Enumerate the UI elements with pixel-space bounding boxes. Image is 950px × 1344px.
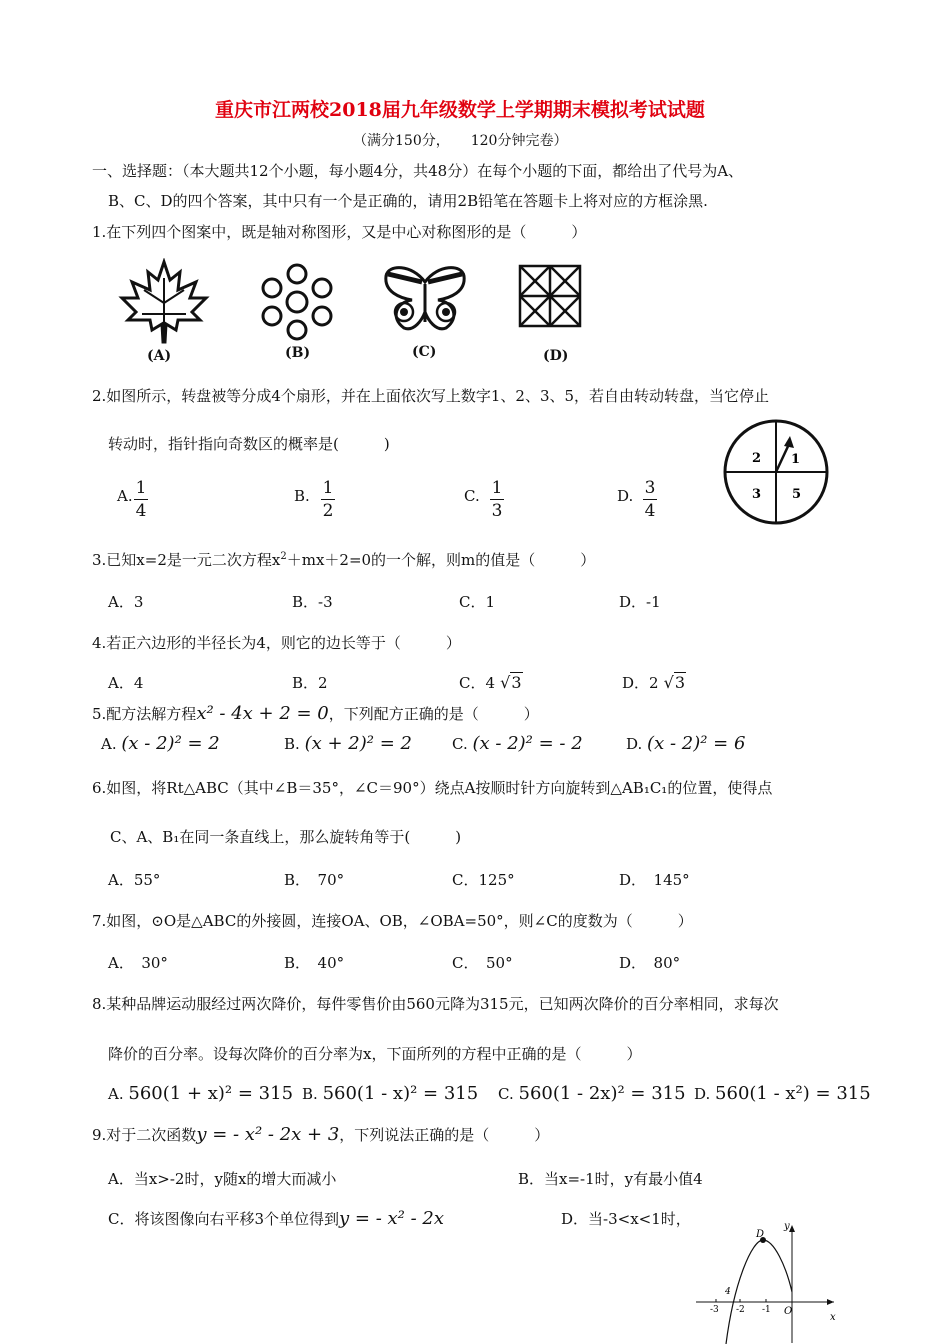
graph-tick-minus3: -3 [710, 1305, 719, 1315]
q8-option-d: D. 560(1 - x²) = 315 [694, 1083, 871, 1104]
graph-tick-minus2: -2 [736, 1305, 745, 1315]
q2-option-d-fraction: 3 4 [644, 478, 656, 521]
page-title: 重庆市江两校2018届九年级数学上学期期末模拟考试试题 [215, 99, 705, 121]
snowflake-figure [255, 262, 339, 342]
q8-option-a: A. 560(1 + x)² = 315 [108, 1083, 294, 1104]
graph-x-label: x [830, 1312, 836, 1323]
q3-option-d: D．-1 [619, 593, 661, 611]
q2-option-b-fraction: 1 2 [322, 478, 334, 521]
pinwheel-figure [516, 262, 586, 332]
page-subtitle: （满分150分， 120分钟完卷） [353, 133, 568, 149]
q4-option-b: B．2 [292, 674, 328, 692]
q2-option-c-fraction: 1 3 [491, 478, 503, 521]
q2-option-a-label: A. [117, 487, 133, 505]
q4-option-c: C．4 √3 [459, 673, 522, 692]
q8-option-c: C. 560(1 - 2x)² = 315 [498, 1083, 686, 1104]
section-instruction-line1: 一、选择题：（本大题共12个小题，每小题4分，共48分）在每个小题的下面，都给出了代号为A、 [92, 162, 744, 180]
graph-y-label: y [784, 1222, 790, 1232]
question-8-line1: 8.某种品牌运动服经过两次降价，每件零售价由560元降为315元，已知两次降价的百分率相同，求每次 [92, 995, 779, 1013]
q9-option-c: C．将该图像向右平移3个单位得到y = - x² - 2x [108, 1208, 445, 1229]
spinner-number-1: 1 [791, 452, 801, 467]
figure-label-b: (B) [285, 345, 311, 361]
butterfly-figure [382, 262, 468, 334]
question-1-text: 1.在下列四个图案中，既是轴对称图形，又是中心对称图形的是（ ） [92, 223, 587, 241]
q6-option-d: D． 145° [619, 871, 690, 889]
q2-option-b-label: B. [294, 487, 310, 505]
spinner-number-3: 3 [752, 487, 762, 502]
q5-option-b: B. (x + 2)² = 2 [284, 733, 412, 754]
figure-label-c: (C) [412, 344, 437, 360]
figure-label-a: (A) [147, 348, 172, 364]
question-9-text: 9.对于二次函数y = - x² - 2x + 3，下列说法正确的是（ ） [92, 1124, 550, 1145]
question-6-line2: C、A、B₁在同一条直线上，那么旋转角等于( ) [110, 828, 462, 846]
parabola-graph [696, 1222, 840, 1344]
q9-option-a: A．当x>-2时，y随x的增大而减小 [108, 1170, 337, 1188]
section-instruction-line2: B、C、D的四个答案，其中只有一个是正确的，请用2B铅笔在答题卡上将对应的方框涂黑. [108, 192, 708, 210]
q2-option-a-fraction: 1 4 [135, 478, 147, 521]
q4-option-d: D．2 √3 [622, 673, 686, 692]
question-3-text: 3.已知x=2是一元二次方程$x^2+mx+2=0$的一个解，则m的值是（ ） [92, 551, 596, 569]
q2-option-c-label: C. [464, 487, 480, 505]
q6-option-a: A．55° [108, 871, 161, 889]
question-5-text: 5.配方法解方程x² - 4x + 2 = 0，下列配方正确的是（ ） [92, 703, 539, 724]
graph-four-label: 4 [725, 1287, 731, 1297]
q6-option-c: C．125° [452, 871, 515, 889]
question-2-line2: 转动时，指针指向奇数区的概率是( ) [108, 435, 390, 453]
q8-option-b: B. 560(1 - x)² = 315 [302, 1083, 479, 1104]
q7-option-b: B． 40° [284, 954, 345, 972]
q7-option-c: C． 50° [452, 954, 513, 972]
question-4-text: 4.若正六边形的半径长为4，则它的边长等于（ ） [92, 634, 461, 652]
q3-option-b: B．-3 [292, 593, 333, 611]
question-7-text: 7.如图，⊙O是△ABC的外接圆，连接OA、OB，∠OBA=50°，则∠C的度数为（ ） [92, 912, 693, 930]
q2-option-d-label: D. [617, 487, 634, 505]
q4-option-a: A．4 [108, 674, 144, 692]
q7-option-d: D． 80° [619, 954, 681, 972]
q5-option-d: D. (x - 2)² = 6 [626, 733, 746, 754]
q7-option-a: A． 30° [108, 954, 168, 972]
spinner-figure [722, 418, 830, 526]
graph-point-label: D [756, 1229, 765, 1240]
q5-option-a: A. (x - 2)² = 2 [101, 733, 220, 754]
question-8-line2: 降价的百分率。设每次降价的百分率为x，下面所列的方程中正确的是（ ） [108, 1045, 642, 1063]
spinner-number-2: 2 [752, 451, 762, 466]
figure-label-d: (D) [543, 348, 569, 364]
q5-option-c: C. (x - 2)² = - 2 [452, 733, 583, 754]
q3-option-a: A．3 [108, 593, 144, 611]
spinner-number-5: 5 [792, 487, 802, 502]
graph-origin-label: O [784, 1306, 793, 1317]
q9-option-b: B．当x=-1时，y有最小值4 [518, 1170, 703, 1188]
q6-option-b: B． 70° [284, 871, 345, 889]
graph-tick-minus1: -1 [762, 1305, 771, 1315]
question-2-line1: 2.如图所示，转盘被等分成4个扇形，并在上面依次写上数字1、2、3、5，若自由转动转盘，当它停止 [92, 387, 770, 405]
maple-leaf-figure [118, 258, 210, 348]
q3-option-c: C．1 [459, 593, 496, 611]
question-6-line1: 6.如图，将Rt△ABC（其中∠B＝35°，∠C＝90°）绕点A按顺时针方向旋转到△AB₁C₁的位置，使得点 [92, 779, 773, 797]
q9-option-d: D．当-3<x<1时， [561, 1210, 691, 1228]
